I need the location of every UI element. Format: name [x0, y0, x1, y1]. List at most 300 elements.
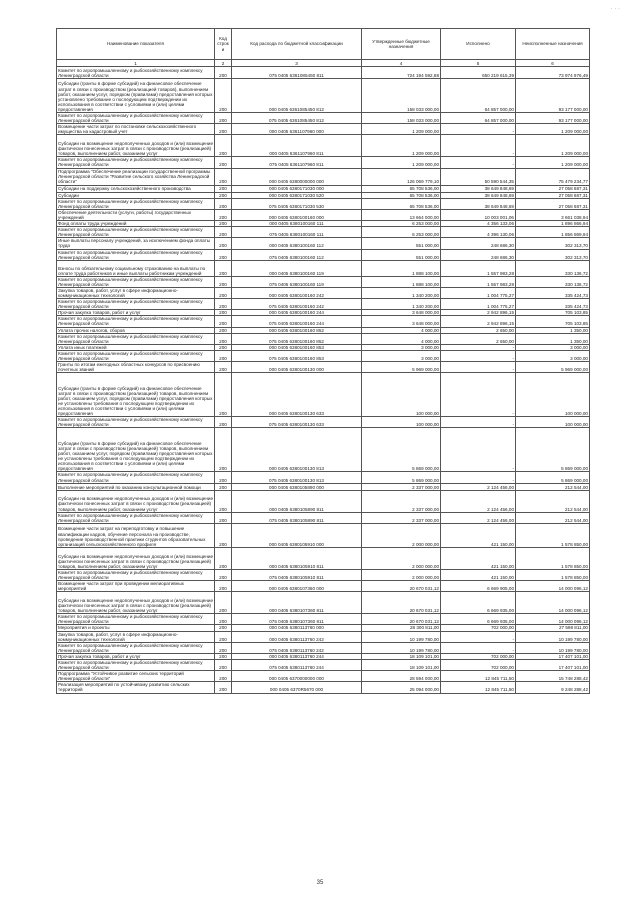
cell-rest: 1 350,00 [516, 333, 590, 344]
cell-plan: 1 888 100,00 [362, 260, 441, 276]
header-rest: Неисполненные назначения [516, 29, 590, 60]
cell-rest: 93 177 000,00 [516, 113, 590, 124]
cell-code: 200 [215, 249, 232, 260]
cell-rest: 302 313,70 [516, 238, 590, 249]
table-row [57, 168, 590, 185]
cell-name: Комитет по агропромышленному и рыбохозяйственному комплексу Ленинградской области [57, 157, 215, 168]
cell-name: Комитет по агропромышленному и рыбохозяйственному комплексу Ленинградской области [57, 417, 215, 428]
cell-kbk: 075 0405 6380100160 119 [232, 276, 362, 287]
cell-plan: 2 000 000,00 [362, 569, 441, 580]
table-body [57, 67, 590, 694]
table-row [57, 592, 590, 614]
header-exec: Исполнено [441, 29, 516, 60]
cell-name: Субсидии на возмещение недополученных доходов и (или) возмещение фактически понесенных затрат в связи с производством (реализацией) товаров, выполнением работ, оказанием услуг [57, 135, 215, 157]
top-mark: · · · [610, 6, 620, 12]
cell-exec: - [441, 373, 516, 417]
cell-kbk: 075 0405 6380100160 852 [232, 333, 362, 344]
cell-plan: 28 300 811,00 [362, 625, 441, 631]
cell-exec: 2 942 896,15 [441, 310, 516, 316]
cell-plan: 2 000 000,00 [362, 547, 441, 569]
cell-plan: 6 253 000,00 [362, 221, 441, 227]
cell-name: Взносы по обязательному социальному страхованию на выплаты по оплате труда работников и иные выплаты работникам учреждений [57, 260, 215, 276]
cell-plan: 2 337 000,00 [362, 490, 441, 512]
cell-rest: 17 407 101,00 [516, 659, 590, 670]
cell-exec: 1 557 983,28 [441, 276, 516, 287]
cell-code: 200 [215, 276, 232, 287]
cell-rest: 3 661 038,94 [516, 209, 590, 220]
cell-code: 200 [215, 490, 232, 512]
cell-exec: 2 124 456,00 [441, 490, 516, 512]
cell-rest: 27 058 687,31 [516, 198, 590, 209]
table-row [57, 472, 590, 483]
cell-exec: - [441, 124, 516, 135]
cell-exec: 702 000,00 [441, 625, 516, 631]
cell-kbk: 000 0405 6380100160 119 [232, 260, 362, 276]
cell-rest: 1 350,00 [516, 327, 590, 333]
cell-plan: 65 708 536,00 [362, 198, 441, 209]
cell-code: 200 [215, 671, 232, 682]
cell-exec: 38 649 848,69 [441, 185, 516, 192]
cell-kbk: 000 0405 6380100160 853 [232, 344, 362, 350]
cell-exec: 64 857 000,00 [441, 113, 516, 124]
cell-kbk: 075 0405 6361107960 811 [232, 157, 362, 168]
cell-plan: 1 340 200,00 [362, 287, 441, 298]
cell-rest: 212 544,00 [516, 483, 590, 490]
cell-kbk: 075 0405 6380113760 242 [232, 642, 362, 653]
cell-rest: 17 407 101,00 [516, 653, 590, 659]
cell-name: Обеспечение деятельности (услуги, работы) государственных учреждений [57, 209, 215, 220]
cell-code: 200 [215, 581, 232, 592]
header-plan: Утвержденные бюджетные назначения [362, 29, 441, 60]
table-row [57, 249, 590, 260]
cell-exec: 6 669 935,00 [441, 614, 516, 625]
cell-exec: 6 669 905,00 [441, 581, 516, 592]
cell-kbk: 000 0405 6361107960 811 [232, 135, 362, 157]
cell-exec: 2 124 456,00 [441, 512, 516, 523]
cell-plan: 18 109 101,00 [362, 659, 441, 670]
cell-name: Реализация мероприятий по устойчивому развитию сельских территорий [57, 682, 215, 693]
cell-rest: 705 103,85 [516, 310, 590, 316]
cell-code: 200 [215, 682, 232, 693]
cell-exec: 1 557 983,28 [441, 260, 516, 276]
cell-code: 200 [215, 631, 232, 642]
cell-code: 200 [215, 614, 232, 625]
cell-code: 200 [215, 512, 232, 523]
cell-exec: 12 845 711,50 [441, 682, 516, 693]
page-number: 35 [316, 880, 324, 886]
cell-plan: 20 670 031,12 [362, 592, 441, 614]
cell-rest: 5 869 000,00 [516, 472, 590, 483]
cell-kbk: 075 0405 6380100130 813 [232, 472, 362, 483]
cell-kbk: 075 0405 6380100160 244 [232, 316, 362, 327]
cell-name: Комитет по агропромышленному и рыбохозяйственному комплексу Ленинградской области [57, 333, 215, 344]
cell-plan: 6 253 000,00 [362, 227, 441, 238]
cell-name: Уплата иных платежей [57, 344, 215, 350]
cell-plan: 20 670 031,12 [362, 614, 441, 625]
cell-rest: 27 058 687,31 [516, 192, 590, 198]
column-number-row [57, 60, 590, 67]
cell-rest: 3 000,00 [516, 350, 590, 361]
cell-name: Комитет по агропромышленному и рыбохозяйственному комплексу Ленинградской области [57, 227, 215, 238]
cell-code: 200 [215, 417, 232, 428]
table-row [57, 581, 590, 592]
cell-rest: 100 000,00 [516, 417, 590, 428]
cell-rest: 1 856 869,94 [516, 227, 590, 238]
cell-rest: 330 136,72 [516, 276, 590, 287]
cell-plan: 20 670 031,12 [362, 581, 441, 592]
cell-code: 200 [215, 428, 232, 472]
cell-code: 200 [215, 168, 232, 185]
cell-code: 200 [215, 483, 232, 490]
cell-exec: 1 004 775,27 [441, 299, 516, 310]
cell-code: 200 [215, 523, 232, 547]
cell-rest: 212 544,00 [516, 490, 590, 512]
table-row [57, 512, 590, 523]
table-row [57, 483, 590, 490]
cell-exec: - [441, 362, 516, 373]
table-row [57, 490, 590, 512]
cell-exec: 421 150,00 [441, 523, 516, 547]
cell-plan: 2 337 000,00 [362, 512, 441, 523]
cell-exec: 2 650,00 [441, 327, 516, 333]
cell-name: Комитет по агропромышленному и рыбохозяйственному комплексу Ленинградской области [57, 316, 215, 327]
cell-rest: 73 974 976,49 [516, 67, 590, 79]
cell-name: Комитет по агропромышленному и рыбохозяйственному комплексу Ленинградской области [57, 472, 215, 483]
table-row [57, 373, 590, 417]
cell-code: 200 [215, 192, 232, 198]
table-row [57, 157, 590, 168]
cell-code: 200 [215, 362, 232, 373]
budget-execution-table [56, 28, 590, 694]
cell-code: 200 [215, 79, 232, 113]
table-row [57, 653, 590, 659]
cell-exec: - [441, 472, 516, 483]
table-row [57, 113, 590, 124]
cell-kbk: 000 0405 6380100130 000 [232, 362, 362, 373]
cell-kbk: 075 0405 6380105910 811 [232, 569, 362, 580]
cell-exec: 10 003 001,06 [441, 209, 516, 220]
cell-exec: 38 649 848,69 [441, 198, 516, 209]
cell-rest: 1 209 000,00 [516, 124, 590, 135]
cell-plan: 158 033 000,00 [362, 113, 441, 124]
cell-plan: 100 000,00 [362, 373, 441, 417]
cell-plan: 100 000,00 [362, 417, 441, 428]
cell-kbk: 000 0405 6380107360 811 [232, 592, 362, 614]
cell-exec: 650 219 615,39 [441, 67, 516, 79]
cell-rest: 10 199 780,00 [516, 642, 590, 653]
table-row [57, 523, 590, 547]
table-row [57, 227, 590, 238]
header-kbk: Код расхода по бюджетной классификации [232, 29, 362, 60]
cell-kbk: 075 0405 6380100160 242 [232, 299, 362, 310]
cell-exec: 1 004 775,27 [441, 287, 516, 298]
cell-code: 200 [215, 221, 232, 227]
cell-name: Субсидии на возмещение недополученных доходов и (или) возмещение фактически понесенных затрат в связи с производством (реализацией) товаров, выполнением работ, оказанием услуг [57, 592, 215, 614]
cell-kbk: 075 0405 6380100160 112 [232, 249, 362, 260]
cell-exec: - [441, 428, 516, 472]
cell-exec: - [441, 344, 516, 350]
table-row [57, 682, 590, 693]
table-row [57, 185, 590, 192]
cell-code: 200 [215, 113, 232, 124]
cell-kbk: 000 0405 6380100130 633 [232, 373, 362, 417]
cell-name: Комитет по агропромышленному и рыбохозяйственному комплексу Ленинградской области [57, 569, 215, 580]
table-row [57, 362, 590, 373]
cell-rest: 27 058 687,31 [516, 185, 590, 192]
cell-kbk: 000 0405 6380113760 000 [232, 625, 362, 631]
cell-name: Выполнение мероприятий по оказанию консультационной помощи [57, 483, 215, 490]
cell-rest: 1 209 000,00 [516, 135, 590, 157]
table-row [57, 642, 590, 653]
cell-name: Возмещение части затрат при проведении мелиоративных мероприятий [57, 581, 215, 592]
cell-plan: 1 209 000,00 [362, 124, 441, 135]
cell-kbk: 000 0405 6380100130 813 [232, 428, 362, 472]
cell-name: Комитет по агропромышленному и рыбохозяйственному комплексу Ленинградской области [57, 113, 215, 124]
cell-exec: 2 942 896,15 [441, 316, 516, 327]
cell-rest: 330 136,72 [516, 260, 590, 276]
cell-plan: 3 648 000,00 [362, 316, 441, 327]
cell-plan: 5 969 000,00 [362, 362, 441, 373]
cell-exec: 4 356 133,06 [441, 221, 516, 227]
cell-kbk: 000 0405 6380105890 000 [232, 483, 362, 490]
cell-name: Гранты по итогам ежегодных областных конкурсов по присвоению почетных званий [57, 362, 215, 373]
cell-exec: 2 124 456,00 [441, 483, 516, 490]
cell-rest: 5 869 000,00 [516, 428, 590, 472]
cell-kbk: 075 0405 6380100130 633 [232, 417, 362, 428]
cell-exec: 2 650,00 [441, 333, 516, 344]
cell-kbk: 075 0405 6380171030 530 [232, 198, 362, 209]
cell-code: 200 [215, 287, 232, 298]
cell-plan: 2 000 000,00 [362, 523, 441, 547]
cell-name: Прочая закупка товаров, работ и услуг [57, 310, 215, 316]
cell-kbk: 000 0405 6380113760 242 [232, 631, 362, 642]
cell-rest: 302 313,70 [516, 249, 590, 260]
cell-name: Комитет по агропромышленному и рыбохозяйственному комплексу Ленинградской области [57, 642, 215, 653]
cell-name: Комитет по агропромышленному и рыбохозяйственному комплексу Ленинградской области [57, 350, 215, 361]
cell-plan: 10 199 780,00 [362, 631, 441, 642]
cell-plan: 65 708 536,00 [362, 192, 441, 198]
cell-exec: 4 396 130,06 [441, 227, 516, 238]
table-row [57, 79, 590, 113]
table-row [57, 350, 590, 361]
cell-code: 200 [215, 373, 232, 417]
table-row [57, 547, 590, 569]
cell-plan: 1 340 200,00 [362, 299, 441, 310]
cell-rest: 1 209 000,00 [516, 157, 590, 168]
cell-kbk: 000 0405 6380100160 000 [232, 209, 362, 220]
cell-kbk: 000 0405 6361107960 000 [232, 124, 362, 135]
cell-code: 200 [215, 227, 232, 238]
cell-kbk: 000 0405 6380105910 811 [232, 547, 362, 569]
cell-kbk: 000 0405 6380100160 112 [232, 238, 362, 249]
cell-plan: 28 594 000,00 [362, 671, 441, 682]
cell-name: Комитет по агропромышленному и рыбохозяйственному комплексу Ленинградской области [57, 512, 215, 523]
cell-exec: 50 590 544,35 [441, 168, 516, 185]
cell-rest: 14 000 096,12 [516, 614, 590, 625]
cell-name: Субсидии [57, 192, 215, 198]
cell-rest: 15 748 288,42 [516, 671, 590, 682]
table-row [57, 276, 590, 287]
table-row [57, 310, 590, 316]
cell-rest: 1 896 866,94 [516, 221, 590, 227]
table-row [57, 198, 590, 209]
cell-name: Возмещение части затрат на переподготовку и повышение квалификации кадров, обучение персонала на производстве, проведение производственной практики студентов образовательных организаций сельскохозяйственного профиля [57, 523, 215, 547]
cell-kbk: 000 0405 6370000000 000 [232, 671, 362, 682]
cell-rest: 5 969 000,00 [516, 362, 590, 373]
cell-name: Возмещение части затрат по постановке сельскохозяйственного имущества на кадастровый учет [57, 124, 215, 135]
cell-code: 200 [215, 344, 232, 350]
cell-exec: - [441, 631, 516, 642]
table-row [57, 260, 590, 276]
cell-exec: 421 150,00 [441, 547, 516, 569]
cell-plan: 1 209 000,00 [362, 135, 441, 157]
report-page [56, 28, 589, 694]
header-code: Код строки [215, 29, 232, 60]
cell-code: 200 [215, 653, 232, 659]
cell-code: 200 [215, 592, 232, 614]
cell-plan: 5 869 000,00 [362, 428, 441, 472]
cell-plan: 25 094 000,00 [362, 682, 441, 693]
cell-plan: 4 000,00 [362, 327, 441, 333]
cell-name: Комитет по агропромышленному и рыбохозяйственному комплексу Ленинградской области [57, 276, 215, 287]
cell-code: 200 [215, 569, 232, 580]
column-number: 3 [232, 60, 362, 67]
cell-name: Комитет по агропромышленному и рыбохозяйственному комплексу Ленинградской области [57, 249, 215, 260]
table-row [57, 124, 590, 135]
cell-exec: - [441, 157, 516, 168]
cell-exec: - [441, 135, 516, 157]
table-row [57, 287, 590, 298]
cell-exec: 64 857 000,00 [441, 79, 516, 113]
cell-rest: 93 177 000,00 [516, 79, 590, 113]
cell-rest: 14 000 096,12 [516, 581, 590, 592]
table-row [57, 671, 590, 682]
cell-kbk: 000 0405 6380171030 000 [232, 185, 362, 192]
table-row [57, 569, 590, 580]
cell-rest: 10 199 780,00 [516, 631, 590, 642]
cell-exec: 248 686,30 [441, 238, 516, 249]
cell-name: Уплата прочих налогов, сборов [57, 327, 215, 333]
cell-name: Комитет по агропромышленному и рыбохозяйственному комплексу Ленинградской области [57, 198, 215, 209]
cell-name: Субсидии на возмещение недополученных доходов и (или) возмещение фактически понесенных затрат в связи с производством (реализацией) товаров, выполнением работ, оказанием услуг [57, 547, 215, 569]
cell-plan: 18 109 101,00 [362, 653, 441, 659]
cell-name: Фонд оплаты труда учреждений [57, 221, 215, 227]
cell-plan: 4 000,00 [362, 333, 441, 344]
column-number: 5 [441, 60, 516, 67]
cell-code: 200 [215, 185, 232, 192]
cell-name: Комитет по агропромышленному и рыбохозяйственному комплексу Ленинградской области [57, 614, 215, 625]
table-row [57, 316, 590, 327]
column-number: 1 [57, 60, 215, 67]
cell-plan: 65 708 536,00 [362, 185, 441, 192]
cell-code: 200 [215, 299, 232, 310]
cell-code: 200 [215, 198, 232, 209]
cell-kbk: 000 0405 6380105910 000 [232, 523, 362, 547]
cell-rest: 705 103,85 [516, 316, 590, 327]
cell-plan: 5 869 000,00 [362, 472, 441, 483]
cell-kbk: 000 0405 6370R5670 000 [232, 682, 362, 693]
table-row [57, 659, 590, 670]
cell-name: Иные выплаты персоналу учреждений, за исключением фонда оплаты труда [57, 238, 215, 249]
cell-code: 200 [215, 333, 232, 344]
cell-rest: 100 000,00 [516, 373, 590, 417]
cell-exec: 12 845 711,50 [441, 671, 516, 682]
cell-exec: 702 000,00 [441, 659, 516, 670]
cell-plan: 551 000,00 [362, 238, 441, 249]
cell-rest: 27 598 811,00 [516, 625, 590, 631]
cell-name: Субсидии (гранты в форме субсидий) на финансовое обеспечение затрат в связи с производством (реализацией) товаров, выполнением работ, оказанием услуг, порядком (правилами) предоставления которых не установлены требования о последующем подтверждении их использования в соответствии с условиями и (или) целями предоставления [57, 428, 215, 472]
cell-kbk: 000 0405 6380000000 000 [232, 168, 362, 185]
cell-exec: - [441, 417, 516, 428]
cell-name: Комитет по агропромышленному и рыбохозяйственному комплексу Ленинградской области [57, 67, 215, 79]
cell-name: Комитет по агропромышленному и рыбохозяйственному комплексу Ленинградской области [57, 299, 215, 310]
table-row [57, 67, 590, 79]
cell-plan: 3 000,00 [362, 350, 441, 361]
header-name: Наименование показателя [57, 29, 215, 60]
cell-exec: 248 686,30 [441, 249, 516, 260]
cell-rest: 1 578 850,00 [516, 569, 590, 580]
cell-code: 200 [215, 209, 232, 220]
cell-code: 200 [215, 135, 232, 157]
cell-code: 200 [215, 157, 232, 168]
table-row [57, 299, 590, 310]
cell-kbk: 000 0405 6380100160 111 [232, 221, 362, 227]
cell-code: 200 [215, 547, 232, 569]
cell-kbk: 075 0405 6380100160 111 [232, 227, 362, 238]
cell-rest: 9 248 288,42 [516, 682, 590, 693]
cell-code: 200 [215, 642, 232, 653]
cell-kbk: 075 0405 6380100160 853 [232, 350, 362, 361]
table-header-row [57, 29, 590, 60]
cell-code: 200 [215, 238, 232, 249]
cell-kbk: 000 0405 6380100160 242 [232, 287, 362, 298]
cell-plan: 3 648 000,00 [362, 310, 441, 316]
column-number: 2 [215, 60, 232, 67]
column-number: 6 [516, 60, 590, 67]
cell-code: 200 [215, 327, 232, 333]
cell-rest: 335 424,73 [516, 299, 590, 310]
cell-name: Субсидии на возмещение недополученных доходов и (или) возмещение фактически понесенных затрат в связи с производством (реализацией) товаров, выполнением работ, оказанием услуг [57, 490, 215, 512]
cell-plan: 1 888 100,00 [362, 276, 441, 287]
cell-code: 200 [215, 472, 232, 483]
column-number: 4 [362, 60, 441, 67]
cell-kbk: 000 0405 6380100160 852 [232, 327, 362, 333]
cell-kbk: 000 0405 6380100160 244 [232, 310, 362, 316]
cell-kbk: 075 0405 6380113760 244 [232, 659, 362, 670]
cell-name: Закупка товаров, работ, услуг в сфере информационно-коммуникационных технологий [57, 287, 215, 298]
table-row [57, 135, 590, 157]
cell-exec: 38 649 848,69 [441, 192, 516, 198]
table-row [57, 614, 590, 625]
cell-kbk: 075 0405 6380105890 811 [232, 512, 362, 523]
cell-plan: 1 209 000,00 [362, 157, 441, 168]
cell-name: Подпрограмма "Устойчивое развитие сельских территорий Ленинградской области" [57, 671, 215, 682]
cell-kbk: 000 0405 6380107360 000 [232, 581, 362, 592]
cell-plan: 724 194 592,88 [362, 67, 441, 79]
cell-plan: 551 000,00 [362, 249, 441, 260]
cell-rest: 335 424,73 [516, 287, 590, 298]
cell-plan: 126 069 779,10 [362, 168, 441, 185]
cell-name: Закупка товаров, работ, услуг в сфере информационно-коммуникационных технологий [57, 631, 215, 642]
cell-code: 200 [215, 350, 232, 361]
table-row [57, 417, 590, 428]
cell-kbk: 000 0405 6380113760 244 [232, 653, 362, 659]
cell-code: 200 [215, 67, 232, 79]
cell-exec: 421 150,00 [441, 569, 516, 580]
table-row [57, 631, 590, 642]
table-row [57, 333, 590, 344]
cell-kbk: 000 0405 6361085450 812 [232, 79, 362, 113]
